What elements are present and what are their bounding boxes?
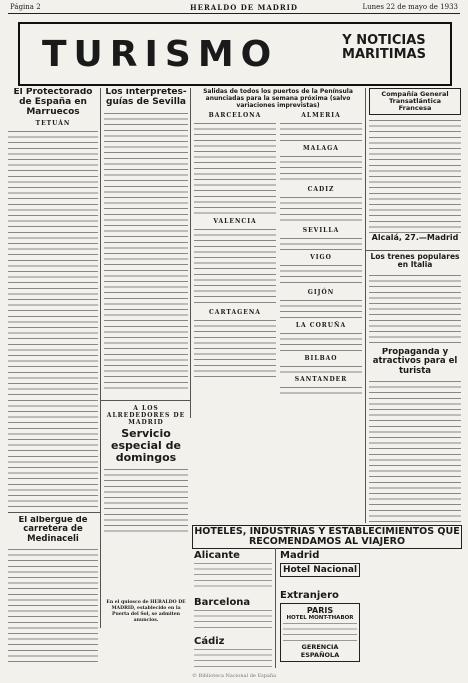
article-title: El Protectorado de España en Marruecos bbox=[13, 88, 93, 117]
port-heading: CADIZ bbox=[307, 186, 335, 193]
article-albergue bbox=[8, 516, 98, 666]
ad-city: Cádiz bbox=[194, 636, 225, 647]
page-number: Página 2 bbox=[10, 3, 41, 11]
ad-city: Barcelona bbox=[194, 597, 251, 608]
port-heading: ALMERIA bbox=[301, 112, 341, 119]
ad-region: Extranjero bbox=[280, 590, 339, 601]
port-heading: VALENCIA bbox=[213, 218, 257, 225]
hotels-banner bbox=[192, 525, 462, 549]
article-title: Los trenes populares en Italia bbox=[370, 253, 460, 270]
ad-madrid bbox=[280, 550, 360, 577]
port-heading: CARTAGENA bbox=[209, 309, 261, 316]
article-title: Servicio especial de domingos bbox=[111, 427, 181, 465]
ad-city: Alicante bbox=[194, 550, 240, 561]
article-transatlantica bbox=[369, 88, 461, 248]
article-kicker: A LOS ALREDEDORES DE MADRID bbox=[106, 405, 186, 426]
ad-cadiz bbox=[194, 636, 272, 667]
section-masthead bbox=[18, 22, 452, 86]
article-propaganda bbox=[369, 348, 461, 523]
article-guias bbox=[104, 88, 188, 398]
ad-extranjero bbox=[280, 590, 360, 662]
article-trenes bbox=[369, 253, 461, 343]
footer-credit: © Biblioteca Nacional de España bbox=[191, 673, 277, 679]
port-heading: LA CORUÑA bbox=[295, 322, 347, 329]
port-heading: GIJÓN bbox=[307, 289, 335, 296]
port-heading: SEVILLA bbox=[302, 227, 340, 234]
ad-hotel-name: HOTEL MONT-THABOR bbox=[286, 615, 354, 621]
port-heading: VIGO bbox=[310, 254, 332, 261]
ad-barcelona bbox=[194, 597, 272, 632]
subtitle-line-2: MARITIMAS bbox=[342, 47, 426, 62]
ad-city: PARIS bbox=[306, 606, 334, 615]
port-heading: BARCELONA bbox=[208, 112, 262, 119]
ad-hotel-name: Hotel Nacional bbox=[280, 563, 360, 577]
ad-city: Madrid bbox=[280, 550, 320, 561]
kiosco-note: En el quiosco de HERALDO DE MADRID, establecido en la Puerta del Sol, se admiten anuncios. bbox=[106, 600, 186, 623]
article-title: Los intérpretes-guías de Sevilla bbox=[105, 88, 187, 107]
ad-alicante bbox=[194, 550, 272, 591]
article-servicio bbox=[104, 403, 188, 533]
subtitle-line-1: Y NOTICIAS bbox=[342, 33, 426, 48]
port-heading: MALAGA bbox=[303, 145, 339, 152]
port-heading: BILBAO bbox=[304, 355, 338, 362]
agency-address: Alcalá, 27.—Madrid bbox=[371, 233, 459, 243]
section-title: TURISMO bbox=[42, 34, 279, 75]
article-title: Propaganda y atractivos para el turista bbox=[372, 348, 458, 376]
section-subtitle bbox=[326, 34, 442, 62]
newspaper-name: HERALDO DE MADRID bbox=[190, 3, 298, 12]
article-marruecos bbox=[8, 88, 98, 508]
issue-date: Lunes 22 de mayo de 1933 bbox=[362, 3, 458, 11]
article-subheading: TETUÁN bbox=[35, 119, 71, 127]
article-title: El albergue de carretera de Medinaceli bbox=[18, 516, 88, 544]
article-title: Compañía General Transatlántica Francesa bbox=[369, 88, 461, 115]
port-heading: SANTANDER bbox=[294, 376, 348, 383]
ad-management: GERENCIA ESPAÑOLA bbox=[300, 643, 340, 659]
article-title: Salidas de todos los puertos de la Península anunciadas para la semana próxima (salvo variaciones imprevistas) bbox=[203, 88, 353, 109]
article-salidas bbox=[194, 88, 362, 413]
hotels-title: HOTELES, INDUSTRIAS Y ESTABLECIMIENTOS QUE RECOMENDAMOS AL VIAJERO bbox=[194, 526, 460, 547]
